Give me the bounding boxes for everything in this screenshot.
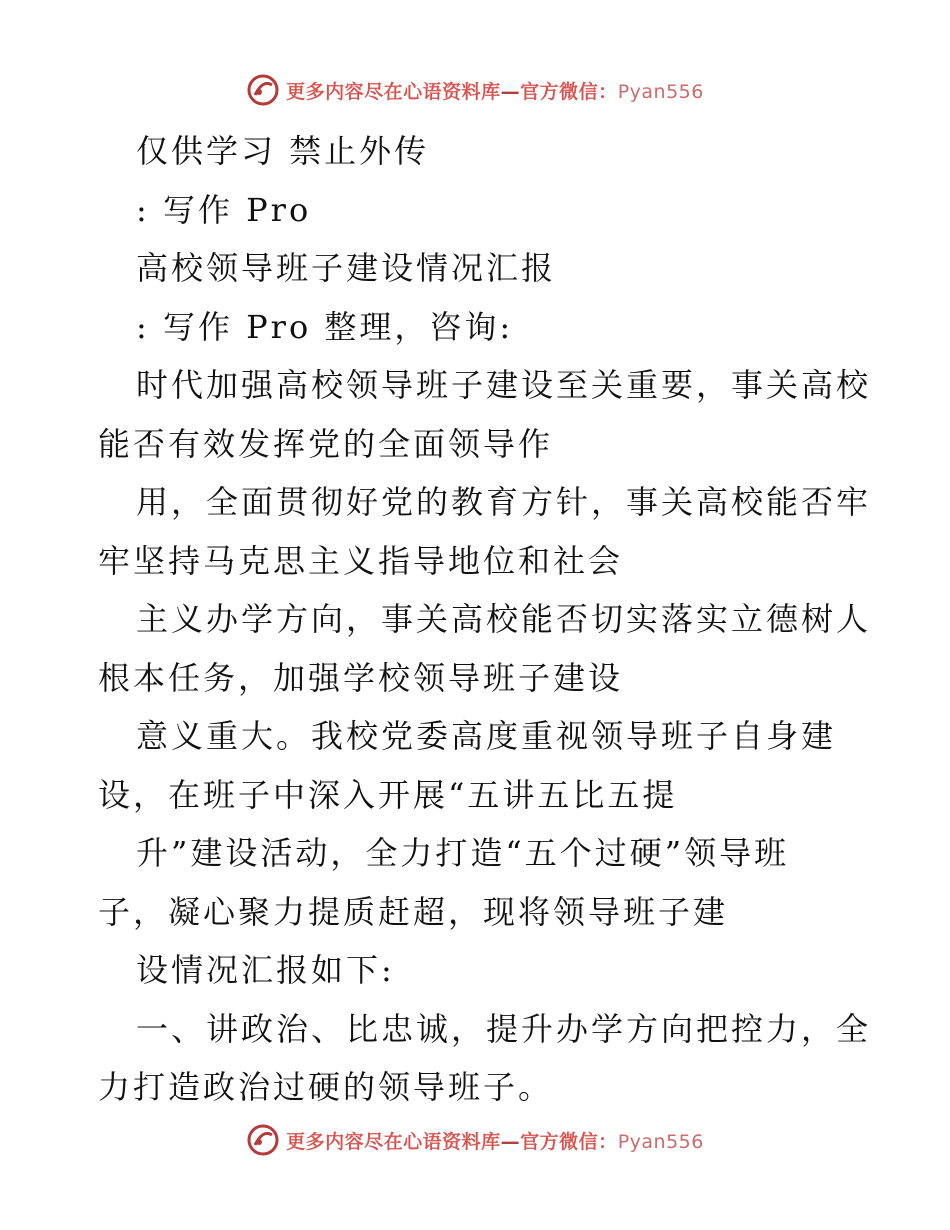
banner-text <box>286 77 704 104</box>
text-line: 高校领导班子建设情况汇报 <box>136 249 557 287</box>
footer-watermark-banner <box>0 1122 950 1158</box>
text-line: 主义办学方向，事关高校能否切实落实立德树人 <box>136 600 872 638</box>
text-line: 能否有效发挥党的全面领导作 <box>98 424 554 463</box>
banner-wechat-id: Pyan556 <box>617 80 704 103</box>
text-line: : 写作 Pro <box>136 190 312 229</box>
document-body <box>98 122 872 1117</box>
banner-separator: — <box>500 80 521 103</box>
library-logo-icon <box>246 73 280 107</box>
header-watermark-banner <box>0 72 950 108</box>
text-line: 一、讲政治、比忠诚，提升办学方向把控力，全 <box>136 1009 872 1048</box>
text-line: 力打造政治过硬的领导班子。 <box>98 1068 554 1106</box>
banner-suffix: 官方微信： <box>520 1130 618 1153</box>
text-line: 仅供学习 禁止外传 <box>136 132 430 170</box>
text-line: 意义重大。我校党委高度重视领导班子自身建 <box>136 717 837 755</box>
banner-text <box>286 1127 704 1154</box>
text-line: : 写作 Pro 整理，咨询: <box>136 307 514 346</box>
library-logo-icon <box>246 1123 280 1157</box>
banner-suffix: 官方微信： <box>520 80 618 103</box>
text-line: 根本任务，加强学校领导班子建设 <box>98 658 624 697</box>
banner-prefix: 更多内容尽在心语资料库 <box>286 1130 501 1153</box>
banner-prefix: 更多内容尽在心语资料库 <box>286 80 501 103</box>
text-line: 设，在班子中深入开展“五讲五比五提 <box>98 775 678 814</box>
text-line: 设情况汇报如下: <box>136 951 395 989</box>
text-line: 牢坚持马克思主义指导地位和社会 <box>98 541 624 580</box>
text-line: 子，凝心聚力提质赶超，现将领导班子建 <box>98 892 729 931</box>
banner-wechat-id: Pyan556 <box>617 1130 704 1153</box>
banner-separator: — <box>500 1130 521 1153</box>
text-line: 时代加强高校领导班子建设至关重要，事关高校 <box>136 366 872 404</box>
text-line: 升”建设活动，全力打造“五个过硬”领导班 <box>136 834 790 872</box>
text-line: 用，全面贯彻好党的教育方针，事关高校能否牢 <box>136 483 872 521</box>
